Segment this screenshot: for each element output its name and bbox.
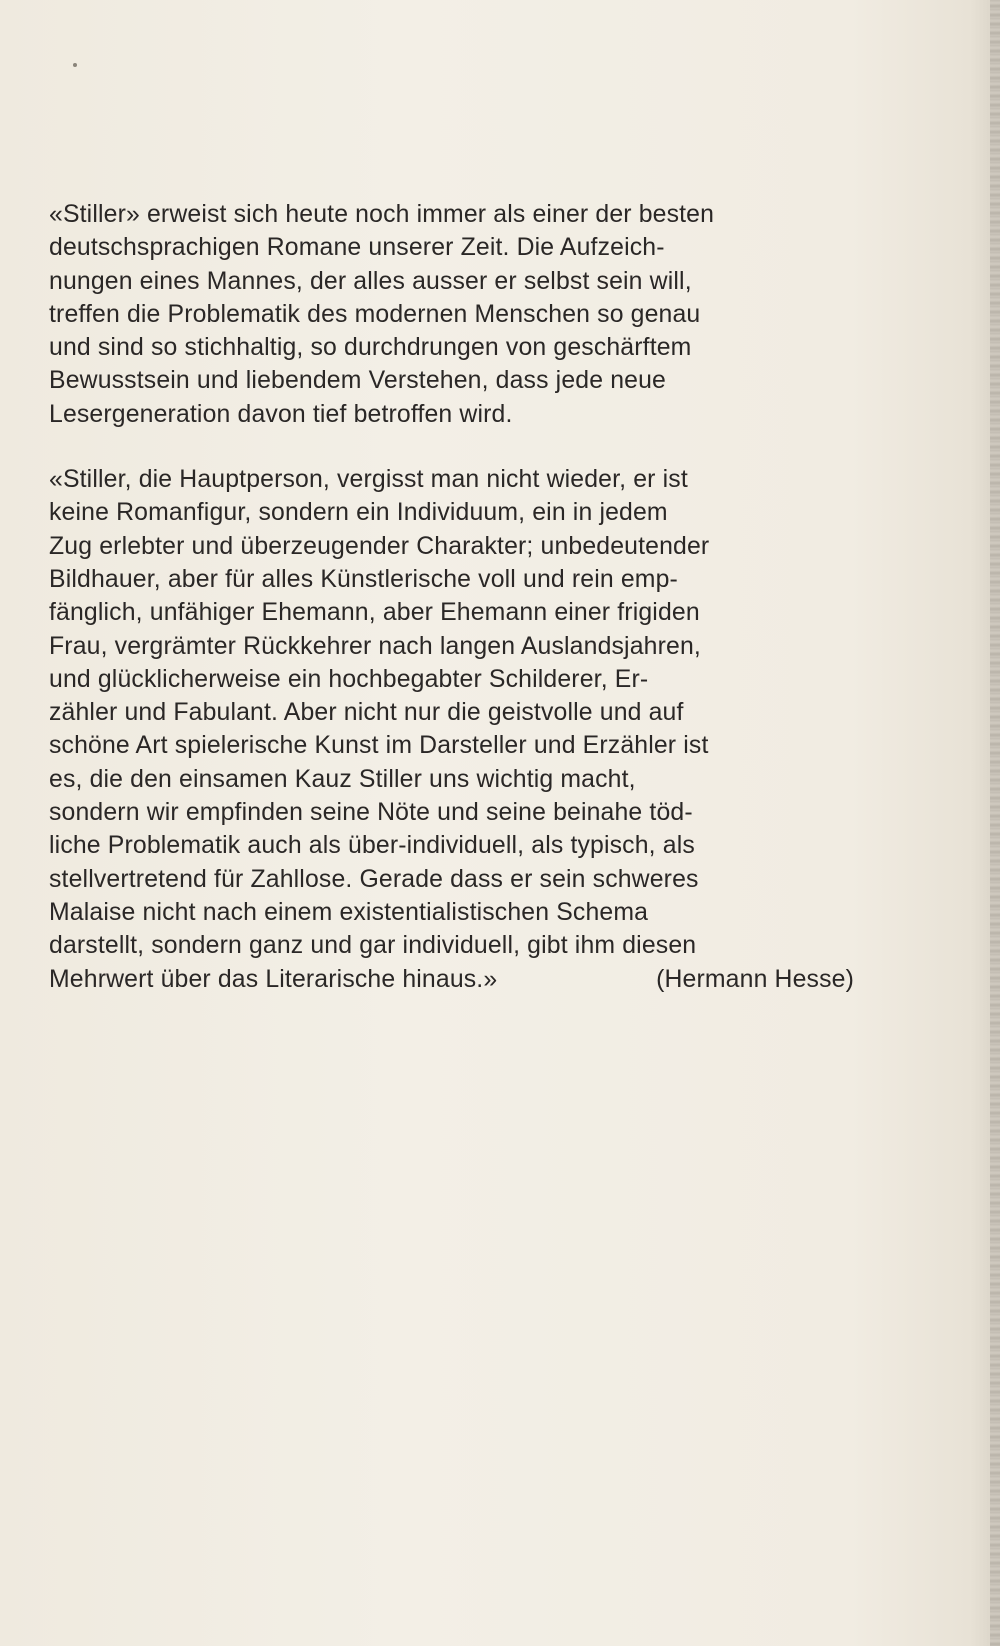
text-line: und glücklicherweise ein hochbegabter Schilderer, Er-	[49, 665, 649, 693]
text-line: «Stiller» erweist sich heute noch immer als einer der besten	[49, 201, 715, 228]
text-line: Zug erlebter und überzeugender Charakter; unbedeutender	[49, 532, 710, 560]
text-line: fänglich, unfähiger Ehemann, aber Ehemann einer frigiden	[49, 599, 700, 627]
paragraph-intro	[49, 198, 869, 431]
text-line: keine Romanfigur, sondern ein Individuum, ein in jedem	[49, 499, 668, 527]
text-line: Bewusstsein und liebendem Verstehen, dass jede neue	[49, 367, 666, 395]
text-line: stellvertretend für Zahllose. Gerade dass er sein schweres	[49, 865, 699, 893]
paragraph-spacer	[49, 431, 869, 463]
text-line: nungen eines Mannes, der alles ausser er selbst sein will,	[49, 267, 692, 295]
text-line: darstellt, sondern ganz und gar individuell, gibt ihm diesen	[49, 932, 697, 960]
text-line: zähler und Fabulant. Aber nicht nur die geistvolle und auf	[49, 699, 684, 727]
page-edge	[990, 0, 1000, 1646]
text-line: sondern wir empfinden seine Nöte und seine beinahe töd-	[49, 799, 693, 827]
text-line: und sind so stichhaltig, so durchdrungen von geschärftem	[49, 334, 692, 362]
text-line: liche Problematik auch als über-individuell, als typisch, als	[49, 832, 695, 860]
blurb-text	[49, 198, 869, 996]
text-line: Frau, vergrämter Rückkehrer nach langen Auslandsjahren,	[49, 632, 701, 660]
text-line: Lesergeneration davon tief betroffen wird.	[49, 400, 513, 428]
paragraph-hesse-quote	[49, 463, 869, 996]
text-line: deutschsprachigen Romane unserer Zeit. Die Aufzeich-	[49, 234, 665, 262]
quote-last-line	[49, 963, 854, 996]
text-line: «Stiller, die Hauptperson, vergisst man nicht wieder, er ist	[49, 466, 688, 494]
text-line: treffen die Problematik des modernen Menschen so genau	[49, 300, 701, 328]
text-line: Malaise nicht nach einem existentialistischen Schema	[49, 898, 649, 926]
text-line: schöne Art spielerische Kunst im Darsteller und Erzähler ist	[49, 732, 709, 760]
text-line: es, die den einsamen Kauz Stiller uns wichtig macht,	[49, 765, 636, 793]
text-line: Bildhauer, aber für alles Künstlerische voll und rein emp-	[49, 565, 678, 593]
quote-attribution: (Hermann Hesse)	[656, 965, 854, 993]
paper-speck	[73, 63, 77, 67]
quote-closing-text: Mehrwert über das Literarische hinaus.»	[49, 965, 498, 993]
